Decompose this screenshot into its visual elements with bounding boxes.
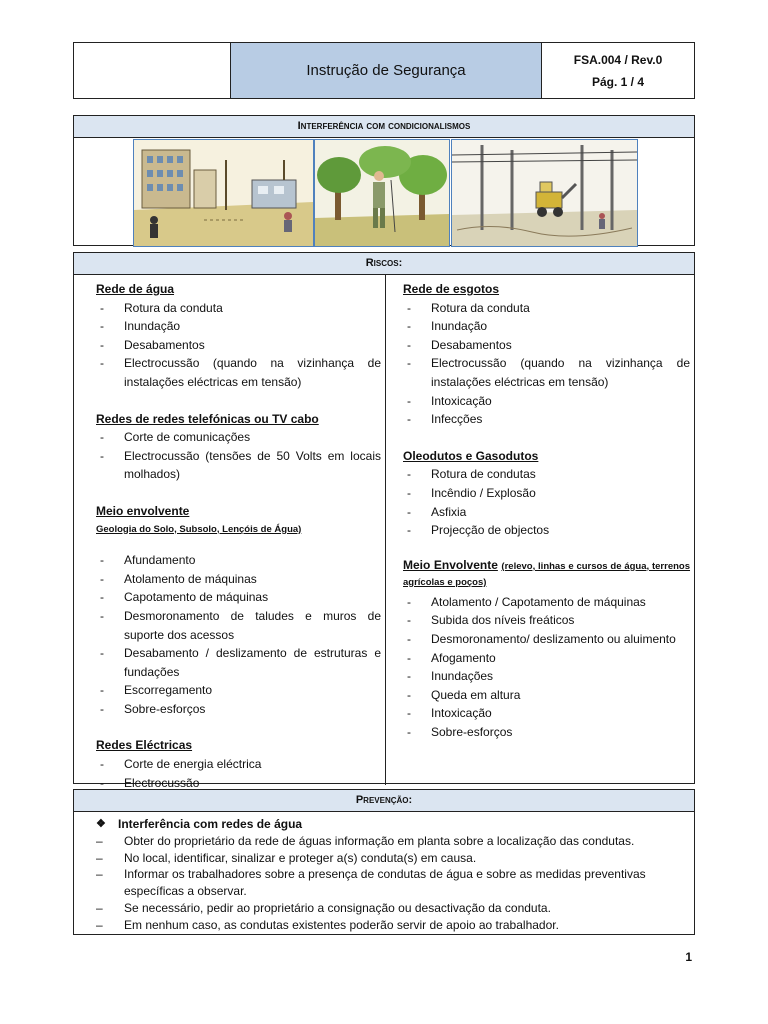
logo-cell xyxy=(74,43,231,98)
risks-right-column xyxy=(386,275,694,785)
risk-item: - Capotamento de máquinas xyxy=(100,590,269,605)
risk-group-title: Rede de água xyxy=(96,282,175,296)
forest-surveyor-illustration xyxy=(314,139,450,247)
risk-item: - Rotura da conduta xyxy=(100,300,223,315)
risks-section xyxy=(73,252,695,790)
prevention-body xyxy=(74,812,694,934)
risk-list xyxy=(403,593,690,742)
risk-item: - Electrocussão (quando na vizinhança de instalações eléctricas em tensão) xyxy=(407,356,690,389)
risk-item: - Desabamento / deslizamento de estruturas e fundações xyxy=(100,646,381,679)
risk-item: - Desmoronamento de taludes e muros de suporte dos acessos xyxy=(100,608,381,642)
risk-list xyxy=(403,465,690,539)
risk-item: - Inundações xyxy=(407,669,494,684)
risk-group-note: (relevo, linhas e cursos de água, terrenos agrícolas e poços) xyxy=(403,560,691,588)
risk-group-title: Meio Envolvente xyxy=(403,557,498,572)
risk-item: - Inundação xyxy=(407,319,488,334)
risk-item: - Rotura da conduta xyxy=(407,300,530,315)
document-code: FSA.004 / Rev.0 xyxy=(573,52,663,67)
risk-list xyxy=(96,551,381,718)
risk-item: - Asfixia xyxy=(407,504,467,519)
risk-item: - Afundamento xyxy=(100,553,196,568)
document-header xyxy=(73,42,695,99)
prevention-title: ❖ Interferência com redes de água xyxy=(96,817,303,831)
risk-item: - Desabamentos xyxy=(100,337,205,352)
risk-list xyxy=(403,299,690,429)
risk-item: - Desabamentos xyxy=(407,337,512,352)
prevention-item: – Obter do proprietário da rede de águas informação em planta sobre a localização das condutas. xyxy=(96,833,635,848)
excavator-power-lines-illustration xyxy=(451,139,638,247)
risk-item: - Corte de comunicações xyxy=(100,430,251,445)
interference-heading: Interferência com condicionalismos xyxy=(74,116,694,138)
prevention-item: – No local, identificar, sinalizar e proteger a(s) conduta(s) em causa. xyxy=(96,850,477,865)
risk-group-title: Oleodutos e Gasodutos xyxy=(403,448,539,463)
document-meta xyxy=(542,43,694,98)
risks-heading: Riscos: xyxy=(74,253,694,275)
risk-item: - Escorregamento xyxy=(100,683,213,698)
prevention-heading: Prevenção: xyxy=(74,790,694,812)
risk-item: - Rotura de condutas xyxy=(407,467,536,482)
risk-list xyxy=(96,299,381,392)
interference-section xyxy=(73,115,695,246)
risk-item: - Infecções xyxy=(407,412,483,427)
risk-item: - Desmoronamento/ deslizamento ou aluimento xyxy=(407,631,676,646)
prevention-item: – Em nenhum caso, as condutas existentes poderão servir de apoio ao trabalhador. xyxy=(96,917,559,932)
risk-item: - Sobre-esforços xyxy=(407,724,513,739)
risk-group-title: Redes Eléctricas xyxy=(96,738,193,753)
risk-item: - Corte de energia eléctrica xyxy=(100,757,262,772)
diamond-bullet-icon: ❖ xyxy=(96,818,106,830)
risk-group-title: Meio envolvente xyxy=(96,503,190,518)
page-number: 1 xyxy=(685,950,692,964)
urban-worksite-illustration xyxy=(133,139,314,247)
risk-item: - Atolamento de máquinas xyxy=(100,571,257,586)
risk-item: - Intoxicação xyxy=(407,706,492,721)
risk-item: - Projecção de objectos xyxy=(407,523,550,538)
risks-left-column xyxy=(74,275,386,790)
page-indicator: Pág. 1 / 4 xyxy=(591,74,645,89)
document-title: Instrução de Segurança xyxy=(231,43,542,98)
prevention-item: – Informar os trabalhadores sobre a presença de condutas de água e sobre as medidas preventivas específicas a observar. xyxy=(96,867,646,899)
risk-item: - Intoxicação xyxy=(407,393,492,408)
risk-list xyxy=(96,755,381,792)
risk-item: - Electrocussão xyxy=(100,775,200,790)
risk-item: - Atolamento / Capotamento de máquinas xyxy=(407,594,646,609)
risk-group-header xyxy=(403,558,690,590)
prevention-item: – Se necessário, pedir ao proprietário a consignação ou desactivação da conduta. xyxy=(96,900,551,915)
risk-group-title: Rede de esgotos xyxy=(403,282,500,296)
risk-group-subtitle: Geologia do Solo, Subsolo, Lençóis de Água) xyxy=(96,523,302,535)
risk-list xyxy=(96,428,381,484)
risk-item: - Incêndio / Explosão xyxy=(407,485,536,500)
prevention-section xyxy=(73,789,695,935)
risk-item: - Inundação xyxy=(100,319,181,334)
risk-item: - Afogamento xyxy=(407,650,496,665)
risk-item: - Sobre-esforços xyxy=(100,701,206,716)
risk-group-title: Redes de redes telefónicas ou TV cabo xyxy=(96,411,319,426)
risk-item: - Electrocussão (quando na vizinhança de instalações eléctricas em tensão) xyxy=(100,356,381,389)
risk-item: - Queda em altura xyxy=(407,687,521,702)
risk-item: - Subida dos níveis freáticos xyxy=(407,613,575,628)
risk-item: - Electrocussão (tensões de 50 Volts em locais molhados) xyxy=(100,448,381,482)
